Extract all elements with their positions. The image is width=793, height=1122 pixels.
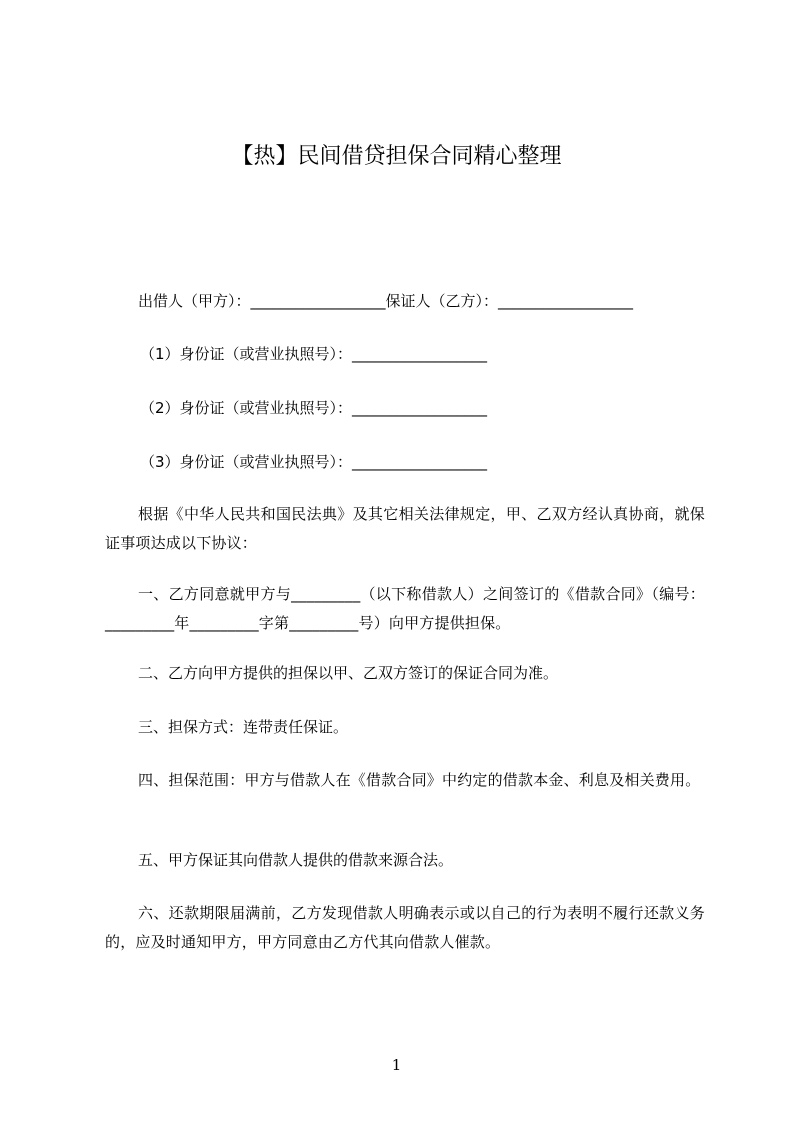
parties-line: 出借人（甲方）：__________________保证人（乙方）：__________________ bbox=[138, 292, 634, 310]
preamble-paragraph: 根据《中华人民共和国民法典》及其它相关法律规定，甲、乙双方经认真协商，就保证事项达成以下协议： bbox=[105, 505, 705, 552]
clause-6: 六、还款期限届满前，乙方发现借款人明确表示或以自己的行为表明不履行还款义务的，应及时通知甲方，甲方同意由乙方代其向借款人催款。 bbox=[105, 904, 705, 951]
clause-3: 三、担保方式：连带责任保证。 bbox=[138, 718, 349, 736]
clause-2: 二、乙方向甲方提供的担保以甲、乙双方签订的保证合同为准。 bbox=[138, 664, 559, 682]
id-line-1: （1）身份证（或营业执照号）：__________________ bbox=[140, 345, 488, 363]
id-line-3: （3）身份证（或营业执照号）：__________________ bbox=[140, 453, 488, 471]
clause-1: 一、乙方同意就甲方与_________（以下称借款人）之间签订的《借款合同》（编号：_________年_________字第_________号）向甲方提供担保。 bbox=[105, 585, 705, 632]
document-title: 【热】民间借贷担保合同精心整理 bbox=[231, 144, 562, 169]
clause-4: 四、担保范围：甲方与借款人在《借款合同》中约定的借款本金、利息及相关费用。 bbox=[138, 771, 701, 789]
id-line-2: （2）身份证（或营业执照号）：__________________ bbox=[140, 399, 488, 417]
page-number: 1 bbox=[391, 1056, 402, 1074]
clause-5: 五、甲方保证其向借款人提供的借款来源合法。 bbox=[138, 851, 454, 869]
